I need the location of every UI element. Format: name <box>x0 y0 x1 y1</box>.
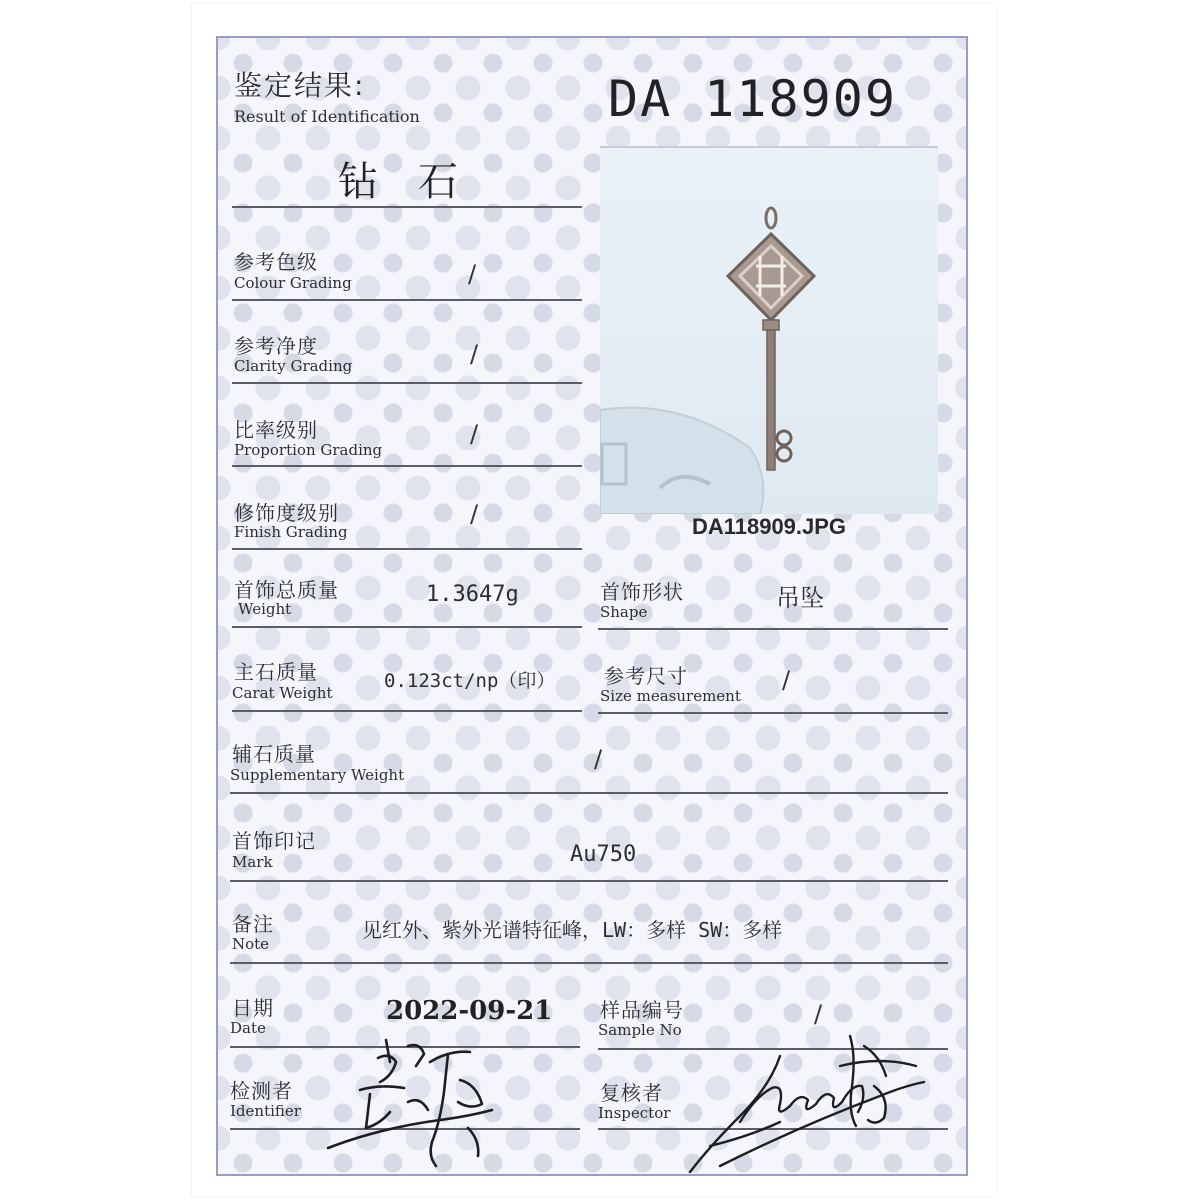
supplementary-rule <box>230 792 948 794</box>
product-photo <box>600 146 938 514</box>
mark-rule <box>230 880 948 882</box>
date-value: 2022-09-21 <box>386 996 553 1026</box>
date-label-en: Date <box>230 1019 266 1037</box>
shape-value: 吊坠 <box>776 584 824 612</box>
supplementary-label-cn: 辅石质量 <box>232 742 316 766</box>
supplementary-label-en: Supplementary Weight <box>230 766 405 784</box>
shape-label-en: Shape <box>600 603 648 621</box>
photo-caption: DA118909.JPG <box>691 514 847 539</box>
weight-rule <box>232 626 582 628</box>
finish-grading-value: / <box>470 500 479 528</box>
key-pendant-image <box>600 148 938 514</box>
carat-weight-value: 0.123ct/np（印） <box>384 670 556 692</box>
shape-rule <box>598 628 948 630</box>
inspector-signature <box>680 1026 930 1176</box>
weight-label-cn: 首饰总质量 <box>234 578 339 602</box>
finish-grading-label-cn: 修饰度级别 <box>234 501 339 525</box>
clarity-grading-label-en: Clarity Grading <box>234 357 353 375</box>
sample-no-label-cn: 样品编号 <box>600 998 684 1022</box>
carat-weight-rule <box>232 710 582 712</box>
proportion-grading-label-cn: 比率级别 <box>234 418 318 442</box>
proportion-rule <box>232 465 582 467</box>
size-label-en: Size measurement <box>600 687 741 705</box>
certificate-number: DA 118909 <box>608 70 897 128</box>
carat-weight-label-en: Carat Weight <box>232 684 333 702</box>
shape-label-cn: 首饰形状 <box>600 580 684 604</box>
mark-value: Au750 <box>570 842 637 867</box>
result-label-en: Result of Identification <box>234 107 420 126</box>
colour-grading-value: / <box>468 260 477 288</box>
mark-label-en: Mark <box>232 853 273 871</box>
clarity-grading-value: / <box>470 340 479 368</box>
inspector-label-cn: 复核者 <box>600 1081 663 1105</box>
proportion-grading-label-en: Proportion Grading <box>234 441 383 459</box>
weight-label-en: Weight <box>238 600 292 618</box>
carat-weight-label-cn: 主石质量 <box>234 660 318 684</box>
colour-grading-label-en: Colour Grading <box>234 274 352 292</box>
size-label-cn: 参考尺寸 <box>604 664 688 688</box>
mark-label-cn: 首饰印记 <box>232 829 316 853</box>
date-label-cn: 日期 <box>232 996 274 1020</box>
note-rule <box>230 962 948 964</box>
colour-grading-label-cn: 参考色级 <box>234 250 318 274</box>
note-label-cn: 备注 <box>232 912 274 936</box>
weight-value: 1.3647g <box>426 582 519 607</box>
finish-rule <box>232 548 582 550</box>
result-rule <box>232 206 582 208</box>
note-value: 见红外、紫外光谱特征峰，LW：多样 SW：多样 <box>362 918 783 942</box>
supplementary-value: / <box>594 745 603 773</box>
size-rule <box>598 712 948 714</box>
identifier-signature <box>320 1032 520 1172</box>
proportion-grading-value: / <box>470 420 479 448</box>
identifier-label-en: Identifier <box>230 1102 301 1120</box>
clarity-grading-label-cn: 参考净度 <box>234 334 318 358</box>
note-label-en: Note <box>232 935 270 953</box>
inspector-label-en: Inspector <box>598 1104 671 1122</box>
result-label-cn: 鉴定结果: <box>234 69 366 102</box>
sample-no-label-en: Sample No <box>598 1021 682 1039</box>
result-value: 钻石 <box>338 159 498 205</box>
colour-rule <box>232 299 582 301</box>
size-value: / <box>782 666 791 694</box>
sample-no-value: / <box>814 1000 823 1028</box>
identifier-label-cn: 检测者 <box>230 1079 293 1103</box>
clarity-rule <box>232 382 582 384</box>
finish-grading-label-en: Finish Grading <box>234 523 348 541</box>
